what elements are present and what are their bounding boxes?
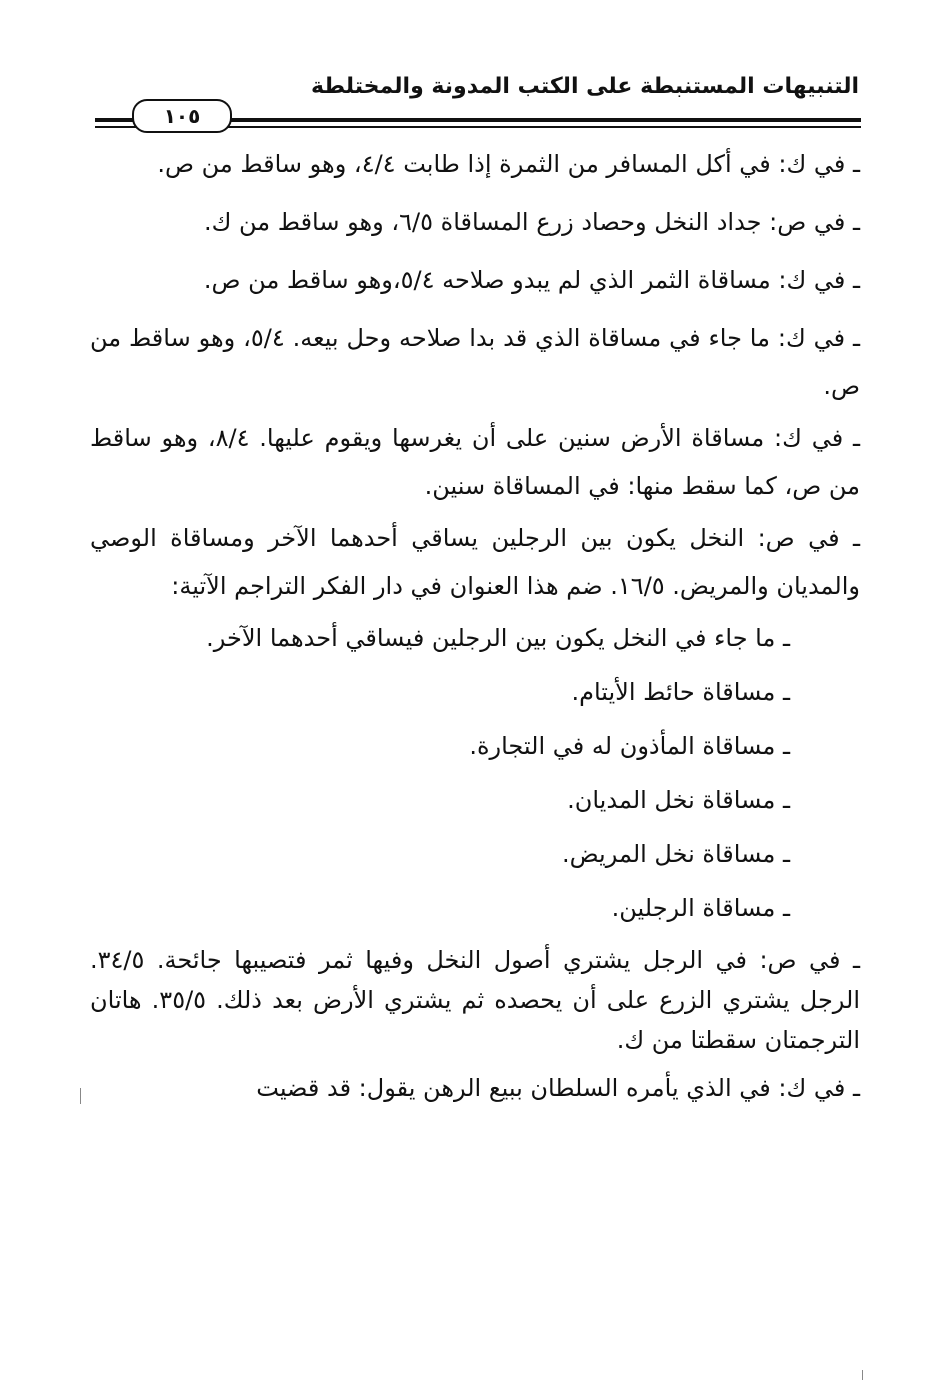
sub-list (90, 616, 860, 930)
list-item: ـ مساقاة نخل المريض. (561, 840, 790, 868)
paragraph: ـ في ك: في الذي يأمره السلطان ببيع الرهن يقول: قد قضيت (256, 1074, 860, 1102)
list-item: ـ مساقاة حائط الأيتام. (571, 678, 790, 706)
paragraph: ـ في ص: النخل يكون بين الرجلين يساقي أحدهما الآخر ومساقاة الوصي والمديان والمريض. ١٦/٥. ضم هذا العنوان في دار الفكر التراجم الآتية: (90, 524, 860, 600)
paragraph: ـ في ص: في الرجل يشتري أصول النخل وفيها ثمر فتصيبها جائحة. ٣٤/٥. الرجل يشتري الزرع على أن يحصده ثم يشتري الأرض بعد ذلك. ٣٥/٥. هاتان الترجمتان سقطتا من ك. (90, 946, 861, 1054)
page-number: ١٠٥ (132, 99, 232, 133)
paragraph: ـ في ك: ما جاء في مساقاة الذي قد بدا صلاحه وحل بيعه. ٥/٤، وهو ساقط من ص. (90, 324, 861, 400)
paragraph: ـ في ك: في أكل المسافر من الثمرة إذا طابت ٤/٤، وهو ساقط من ص. (157, 150, 860, 178)
list-item: ـ مساقاة نخل المديان. (567, 786, 790, 814)
page-body (90, 140, 860, 1122)
margin-mark (862, 1370, 863, 1380)
paragraph: ـ في ص: جداد النخل وحصاد زرع المساقاة ٦/٥، وهو ساقط من ك. (204, 208, 860, 236)
paragraph: ـ في ك: مساقاة الثمر الذي لم يبدو صلاحه ٥/٤،وهو ساقط من ص. (203, 266, 860, 294)
running-header-title: التنبيهات المستنبطة على الكتب المدونة والمختلطة (310, 74, 859, 99)
paragraph: ـ في ك: مساقاة الأرض سنين على أن يغرسها ويقوم عليها. ٨/٤، وهو ساقط من ص، كما سقط منها: في المساقاة سنين. (90, 424, 861, 500)
list-item: ـ مساقاة الرجلين. (611, 894, 790, 922)
list-item: ـ مساقاة المأذون له في التجارة. (469, 732, 790, 760)
margin-mark (80, 1088, 81, 1104)
list-item: ـ ما جاء في النخل يكون بين الرجلين فيساقي أحدهما الآخر. (206, 624, 790, 652)
